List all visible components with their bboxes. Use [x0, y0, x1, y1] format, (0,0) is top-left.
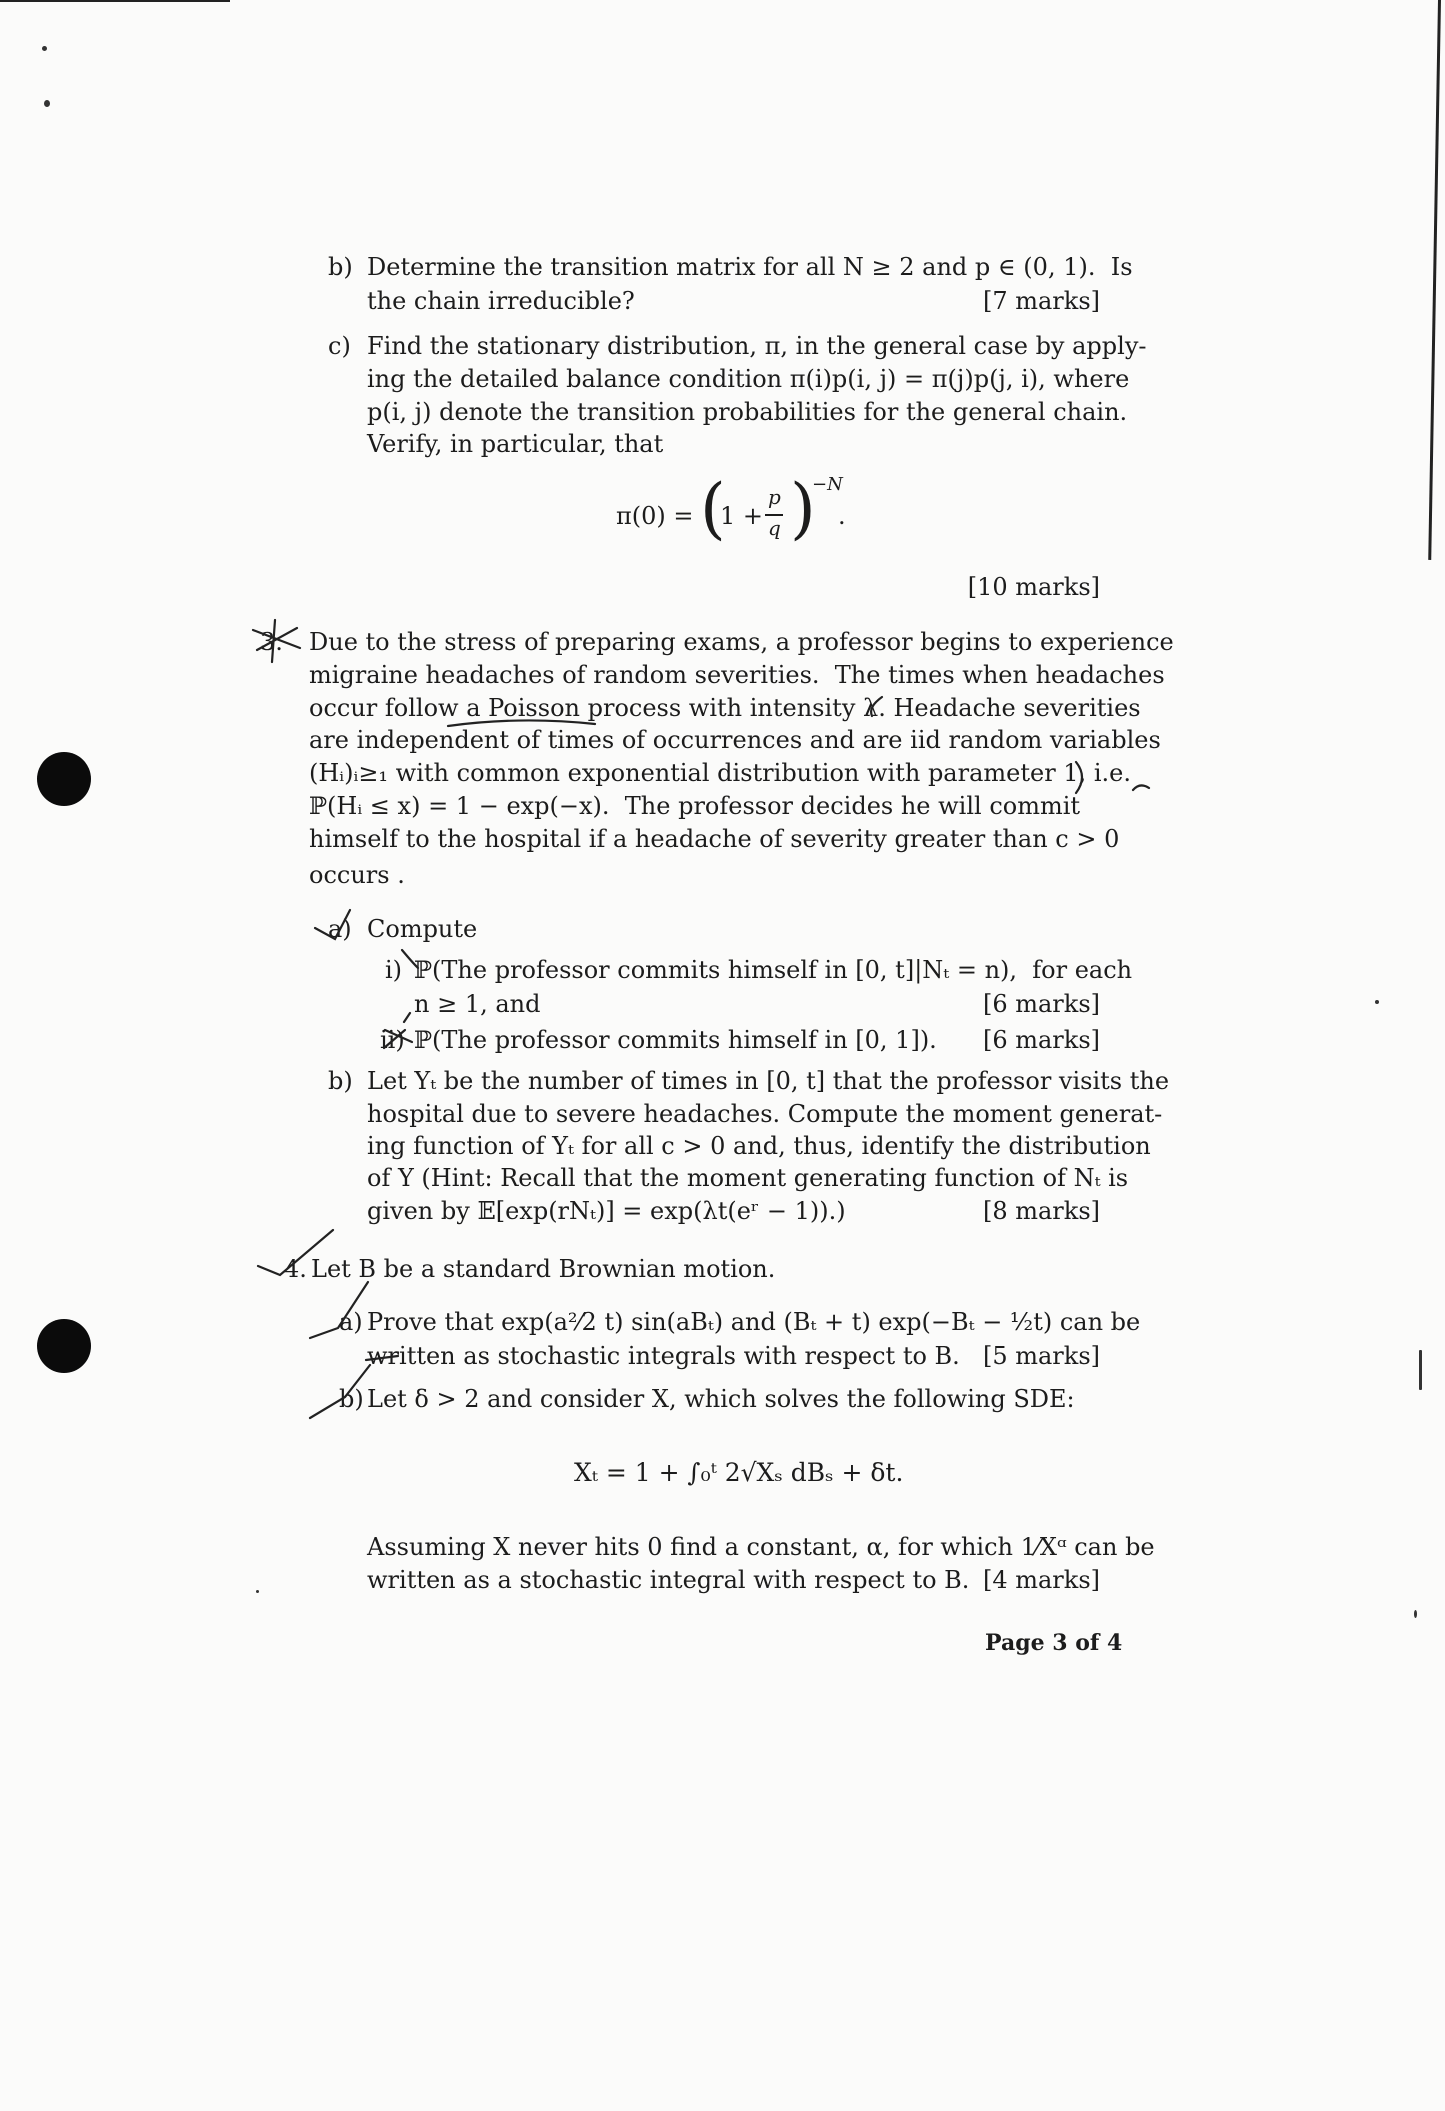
- q2c-line-2: ing the detailed balance condition π(i)p(i, j) = π(j)p(j, i), where: [367, 365, 1130, 393]
- q3a-title: Compute: [367, 915, 478, 943]
- q2c-label: c): [328, 332, 351, 360]
- q4b-line-3: written as a stochastic integral with respect to B.: [367, 1566, 970, 1594]
- q3-line-3: occur follow a Poisson process with intensity λ. Headache severities: [309, 694, 1141, 722]
- q4b-line-2: Assuming X never hits 0 find a constant, α, for which 1⁄Xᵅ can be: [367, 1533, 1155, 1561]
- q2c-marks: [10 marks]: [967, 573, 1100, 601]
- q3-line-2: migraine headaches of random severities. The times when headaches: [309, 661, 1165, 689]
- accent-mark-commit: [1133, 785, 1149, 790]
- q2b-label: b): [328, 253, 353, 281]
- check-mark-q4a: [310, 1282, 368, 1338]
- q3b-label: b): [328, 1067, 353, 1095]
- q3-line-5: (Hᵢ)ᵢ≥₁ with common exponential distribution with parameter 1, i.e.: [309, 759, 1131, 787]
- tick-mark-q3a-i: [402, 950, 418, 968]
- q3-line-7: himself to the hospital if a headache of severity greater than c > 0: [309, 825, 1120, 853]
- formula-exponent: −N: [812, 474, 843, 495]
- q3b-line-2: hospital due to severe headaches. Compute the moment generat-: [367, 1100, 1163, 1128]
- q3b-line-1: Let Yₜ be the number of times in [0, t] that the professor visits the: [367, 1067, 1170, 1095]
- q4b-sde: Xₜ = 1 + ∫₀ᵗ 2√Xₛ dBₛ + δt.: [574, 1458, 904, 1487]
- page-number: Page 3 of 4: [985, 1630, 1123, 1656]
- slash-mark-q3a-i: [404, 1013, 410, 1022]
- bracket-mark-parameter: [1076, 762, 1082, 793]
- q3-label: 3.: [260, 628, 283, 656]
- formula-left-paren: (: [700, 470, 726, 547]
- tick-mark-q3a: [315, 910, 350, 939]
- q3b-marks: [8 marks]: [982, 1197, 1100, 1225]
- q2c-line-4: Verify, in particular, that: [367, 430, 664, 458]
- q4a-marks: [5 marks]: [982, 1342, 1100, 1370]
- q3a-i-label: i): [385, 956, 403, 984]
- bracket-mark-headache: [871, 697, 882, 716]
- formula-right-paren: ): [790, 470, 816, 547]
- q3a-ii-label: ii): [380, 1026, 405, 1054]
- formula-one-plus: 1 +: [720, 502, 764, 530]
- q2b-line-2: the chain irreducible?: [367, 287, 635, 315]
- underline-written: [366, 1356, 398, 1360]
- check-mark-q4b: [310, 1365, 370, 1418]
- q3b-line-4: of Y (Hint: Recall that the moment generating function of Nₜ is: [367, 1164, 1129, 1192]
- q2c-line-1: Find the stationary distribution, π, in the general case by apply-: [367, 332, 1147, 360]
- underline-poisson-process: [448, 720, 595, 726]
- q3-line-4: are independent of times of occurrences and are iid random variables: [309, 726, 1161, 754]
- check-mark-q4: [258, 1230, 333, 1275]
- q3a-ii-line-1: ℙ(The professor commits himself in [0, 1]).: [414, 1026, 937, 1054]
- q4-label: 4.: [284, 1255, 307, 1283]
- q3-line-6: ℙ(Hᵢ ≤ x) = 1 − exp(−x). The professor decides he will commit: [309, 792, 1081, 820]
- q3a-ii-marks: [6 marks]: [982, 1026, 1100, 1054]
- q4-intro: Let B be a standard Brownian motion.: [311, 1255, 776, 1283]
- cross-mark-q3a-ii: [384, 1030, 412, 1048]
- q3b-line-5: given by 𝔼[exp(rNₜ)] = exp(λt(eʳ − 1)).): [367, 1197, 846, 1225]
- q3a-label: a): [328, 915, 352, 943]
- formula-numerator: p: [768, 485, 781, 509]
- formula-period: .: [838, 502, 846, 530]
- q3a-i-line-1: ℙ(The professor commits himself in [0, t]|Nₜ = n), for each: [414, 956, 1133, 984]
- star-mark-q3: [253, 620, 300, 662]
- q3-line-1: Due to the stress of preparing exams, a professor begins to experience: [309, 628, 1174, 656]
- q4b-line-1: Let δ > 2 and consider X, which solves the following SDE:: [367, 1385, 1075, 1413]
- q3a-i-line-2: n ≥ 1, and: [414, 990, 541, 1018]
- q2b-marks: [7 marks]: [982, 287, 1100, 315]
- q3a-i-marks: [6 marks]: [982, 990, 1100, 1018]
- q3b-line-3: ing function of Yₜ for all c > 0 and, thus, identify the distribution: [367, 1132, 1151, 1160]
- formula-lhs: π(0) =: [616, 502, 694, 530]
- q4b-label: b): [339, 1385, 364, 1413]
- q2b-line-1: Determine the transition matrix for all N ≥ 2 and p ∈ (0, 1). Is: [367, 253, 1133, 281]
- q3-line-8: occurs .: [309, 861, 405, 889]
- q4a-line-1: Prove that exp(a²⁄2 t) sin(aBₜ) and (Bₜ + t) exp(−Bₜ − ½t) can be: [367, 1308, 1141, 1336]
- q4a-line-2: written as stochastic integrals with respect to B.: [367, 1342, 960, 1370]
- q4a-label: a): [339, 1308, 363, 1336]
- q2c-line-3: p(i, j) denote the transition probabilities for the general chain.: [367, 398, 1128, 426]
- q4b-marks: [4 marks]: [982, 1566, 1100, 1594]
- formula-denominator: q: [768, 516, 781, 540]
